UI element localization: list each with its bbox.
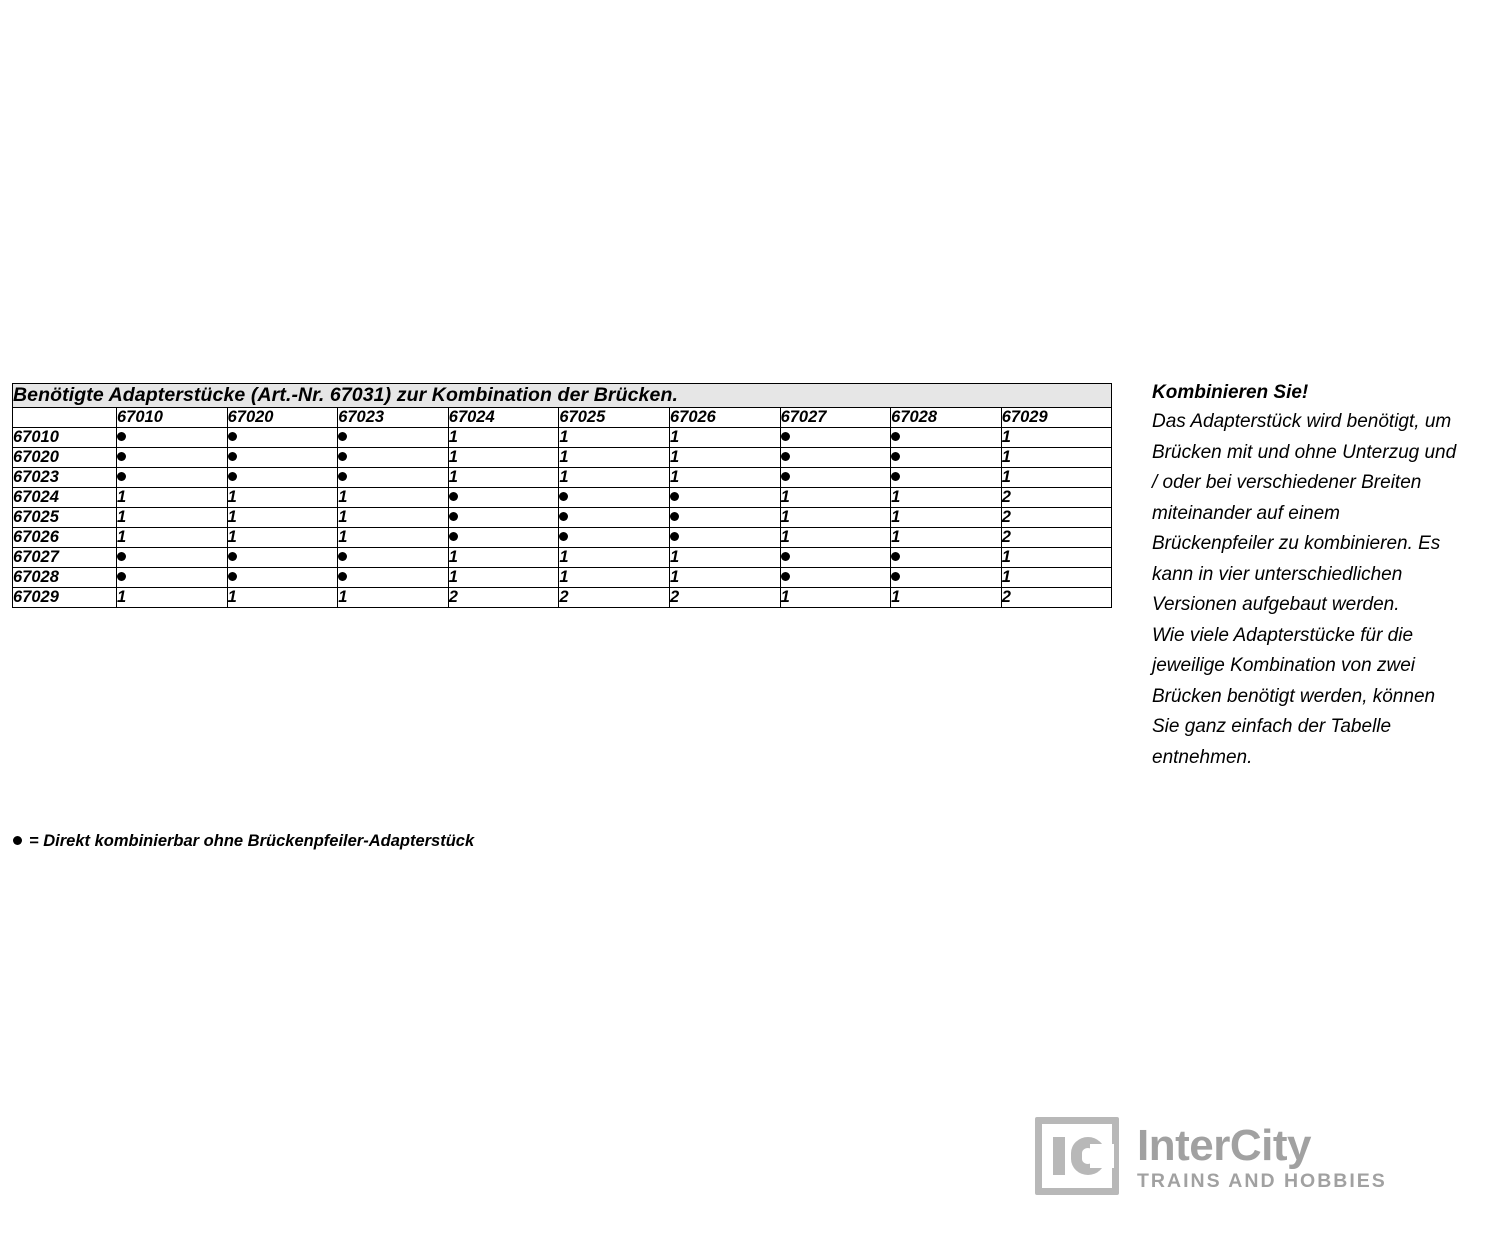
bullet-dot-icon <box>228 432 237 441</box>
logo-wordmark <box>1137 1120 1387 1193</box>
cell-67026-67020: 1 <box>227 528 338 548</box>
cell-67026-67029: 2 <box>1001 528 1112 548</box>
sidenote-paragraph-2: Wie viele Adapterstücke für die jeweilige Kombination von zwei Brücken benötigt werden, können Sie ganz einfach der Tabelle entnehmen. <box>1152 624 1436 768</box>
table-row <box>13 528 1112 548</box>
table-row <box>13 488 1112 508</box>
bullet-dot-icon <box>670 532 679 541</box>
column-header-67010: 67010 <box>117 408 228 428</box>
bullet-dot-icon <box>891 472 900 481</box>
cell-67025-67010: 1 <box>117 508 228 528</box>
cell-67023-67010 <box>117 468 228 488</box>
cell-67010-67020 <box>227 428 338 448</box>
logo-name: InterCity <box>1137 1120 1311 1170</box>
legend-text: = Direkt kombinierbar ohne Brückenpfeiler-Adapterstück <box>29 832 475 850</box>
row-header-67025: 67025 <box>13 508 117 528</box>
bullet-dot-icon <box>338 552 347 561</box>
cell-67023-67027 <box>780 468 891 488</box>
bullet-dot-icon <box>117 472 126 481</box>
cell-67020-67024: 1 <box>448 448 559 468</box>
bullet-dot-icon <box>117 572 126 581</box>
cell-67028-67028 <box>891 568 1002 588</box>
cell-67023-67020 <box>227 468 338 488</box>
cell-67023-67025: 1 <box>559 468 670 488</box>
cell-67028-67027 <box>780 568 891 588</box>
cell-67029-67026: 2 <box>669 588 780 608</box>
cell-67027-67023 <box>338 548 449 568</box>
cell-67029-67028: 1 <box>891 588 1002 608</box>
cell-67027-67029: 1 <box>1001 548 1112 568</box>
table-title-row <box>13 384 1112 408</box>
row-header-67026: 67026 <box>13 528 117 548</box>
cell-67010-67023 <box>338 428 449 448</box>
row-header-67028: 67028 <box>13 568 117 588</box>
cell-67024-67025 <box>559 488 670 508</box>
cell-67010-67025: 1 <box>559 428 670 448</box>
cell-67025-67023: 1 <box>338 508 449 528</box>
bullet-dot-icon <box>117 452 126 461</box>
cell-67028-67029: 1 <box>1001 568 1112 588</box>
cell-67026-67023: 1 <box>338 528 449 548</box>
cell-67023-67024: 1 <box>448 468 559 488</box>
cell-67027-67024: 1 <box>448 548 559 568</box>
sidenote <box>1152 382 1462 773</box>
cell-67024-67026 <box>669 488 780 508</box>
table-title: Benötigte Adapterstücke (Art.-Nr. 67031) zur Kombination der Brücken. <box>13 384 1112 408</box>
sidenote-paragraph-1: Das Adapterstück wird benötigt, um Brücken mit und ohne Unterzug und / oder bei verschiedener Breiten miteinander auf einem Brückenpfeiler zu kombinieren. Es kann in vier unterschiedlichen Versionen aufgebaut werden. <box>1152 411 1457 615</box>
legend <box>13 832 474 851</box>
table-header-row <box>13 408 1112 428</box>
cell-67028-67023 <box>338 568 449 588</box>
column-header-67020: 67020 <box>227 408 338 428</box>
cell-67029-67027: 1 <box>780 588 891 608</box>
cell-67025-67025 <box>559 508 670 528</box>
bullet-dot-icon <box>13 836 22 845</box>
cell-67026-67025 <box>559 528 670 548</box>
cell-67029-67023: 1 <box>338 588 449 608</box>
cell-67027-67025: 1 <box>559 548 670 568</box>
cell-67027-67028 <box>891 548 1002 568</box>
bullet-dot-icon <box>228 472 237 481</box>
logo-tagline: TRAINS AND HOBBIES <box>1137 1169 1387 1192</box>
table-row <box>13 588 1112 608</box>
row-header-67020: 67020 <box>13 448 117 468</box>
row-header-67010: 67010 <box>13 428 117 448</box>
cell-67024-67023: 1 <box>338 488 449 508</box>
table-row <box>13 428 1112 448</box>
cell-67028-67025: 1 <box>559 568 670 588</box>
cell-67010-67010 <box>117 428 228 448</box>
cell-67020-67020 <box>227 448 338 468</box>
cell-67028-67026: 1 <box>669 568 780 588</box>
cell-67023-67023 <box>338 468 449 488</box>
bullet-dot-icon <box>338 452 347 461</box>
table-row <box>13 548 1112 568</box>
cell-67025-67027: 1 <box>780 508 891 528</box>
bullet-dot-icon <box>781 432 790 441</box>
cell-67027-67020 <box>227 548 338 568</box>
cell-67025-67020: 1 <box>227 508 338 528</box>
bullet-dot-icon <box>559 492 568 501</box>
cell-67023-67029: 1 <box>1001 468 1112 488</box>
bullet-dot-icon <box>781 552 790 561</box>
bullet-dot-icon <box>228 552 237 561</box>
bullet-dot-icon <box>338 572 347 581</box>
cell-67010-67028 <box>891 428 1002 448</box>
bullet-dot-icon <box>781 572 790 581</box>
table-row <box>13 568 1112 588</box>
cell-67025-67026 <box>669 508 780 528</box>
bullet-dot-icon <box>891 572 900 581</box>
bullet-dot-icon <box>781 452 790 461</box>
cell-67025-67024 <box>448 508 559 528</box>
cell-67010-67026: 1 <box>669 428 780 448</box>
bullet-dot-icon <box>891 452 900 461</box>
intercity-mark-icon <box>1035 1117 1123 1199</box>
cell-67020-67026: 1 <box>669 448 780 468</box>
bullet-dot-icon <box>228 452 237 461</box>
cell-67028-67024: 1 <box>448 568 559 588</box>
row-header-67023: 67023 <box>13 468 117 488</box>
cell-67020-67010 <box>117 448 228 468</box>
cell-67029-67010: 1 <box>117 588 228 608</box>
cell-67026-67028: 1 <box>891 528 1002 548</box>
cell-67027-67027 <box>780 548 891 568</box>
bullet-dot-icon <box>670 492 679 501</box>
cell-67027-67010 <box>117 548 228 568</box>
cell-67020-67025: 1 <box>559 448 670 468</box>
table-row <box>13 468 1112 488</box>
cell-67010-67027 <box>780 428 891 448</box>
adapter-compatibility-table <box>12 383 1112 608</box>
bullet-dot-icon <box>559 512 568 521</box>
table-row <box>13 508 1112 528</box>
column-header-67026: 67026 <box>669 408 780 428</box>
bullet-dot-icon <box>449 512 458 521</box>
sidenote-title: Kombinieren Sie! <box>1152 382 1309 403</box>
cell-67020-67028 <box>891 448 1002 468</box>
cell-67029-67029: 2 <box>1001 588 1112 608</box>
bullet-dot-icon <box>338 432 347 441</box>
bullet-dot-icon <box>449 492 458 501</box>
bullet-dot-icon <box>891 432 900 441</box>
column-header-67029: 67029 <box>1001 408 1112 428</box>
cell-67020-67027 <box>780 448 891 468</box>
table-corner-cell <box>13 408 117 428</box>
compatibility-table-block <box>12 383 1112 608</box>
cell-67024-67027: 1 <box>780 488 891 508</box>
cell-67029-67020: 1 <box>227 588 338 608</box>
bullet-dot-icon <box>449 532 458 541</box>
cell-67010-67029: 1 <box>1001 428 1112 448</box>
bullet-dot-icon <box>891 552 900 561</box>
cell-67026-67026 <box>669 528 780 548</box>
cell-67023-67026: 1 <box>669 468 780 488</box>
bullet-dot-icon <box>117 552 126 561</box>
column-header-67027: 67027 <box>780 408 891 428</box>
cell-67024-67010: 1 <box>117 488 228 508</box>
cell-67029-67024: 2 <box>448 588 559 608</box>
cell-67020-67029: 1 <box>1001 448 1112 468</box>
cell-67028-67020 <box>227 568 338 588</box>
cell-67025-67029: 2 <box>1001 508 1112 528</box>
bullet-dot-icon <box>338 472 347 481</box>
cell-67027-67026: 1 <box>669 548 780 568</box>
sidenote-body <box>1152 407 1462 773</box>
bullet-dot-icon <box>117 432 126 441</box>
cell-67026-67024 <box>448 528 559 548</box>
cell-67024-67029: 2 <box>1001 488 1112 508</box>
row-header-67029: 67029 <box>13 588 117 608</box>
cell-67023-67028 <box>891 468 1002 488</box>
cell-67028-67010 <box>117 568 228 588</box>
cell-67010-67024: 1 <box>448 428 559 448</box>
cell-67024-67028: 1 <box>891 488 1002 508</box>
row-header-67027: 67027 <box>13 548 117 568</box>
cell-67029-67025: 2 <box>559 588 670 608</box>
bullet-dot-icon <box>781 472 790 481</box>
table-row <box>13 448 1112 468</box>
cell-67024-67020: 1 <box>227 488 338 508</box>
cell-67024-67024 <box>448 488 559 508</box>
cell-67020-67023 <box>338 448 449 468</box>
column-header-67028: 67028 <box>891 408 1002 428</box>
row-header-67024: 67024 <box>13 488 117 508</box>
cell-67025-67028: 1 <box>891 508 1002 528</box>
bullet-dot-icon <box>228 572 237 581</box>
cell-67026-67027: 1 <box>780 528 891 548</box>
column-header-67023: 67023 <box>338 408 449 428</box>
bullet-dot-icon <box>559 532 568 541</box>
intercity-logo <box>1035 1110 1435 1205</box>
cell-67026-67010: 1 <box>117 528 228 548</box>
bullet-dot-icon <box>670 512 679 521</box>
column-header-67025: 67025 <box>559 408 670 428</box>
column-header-67024: 67024 <box>448 408 559 428</box>
